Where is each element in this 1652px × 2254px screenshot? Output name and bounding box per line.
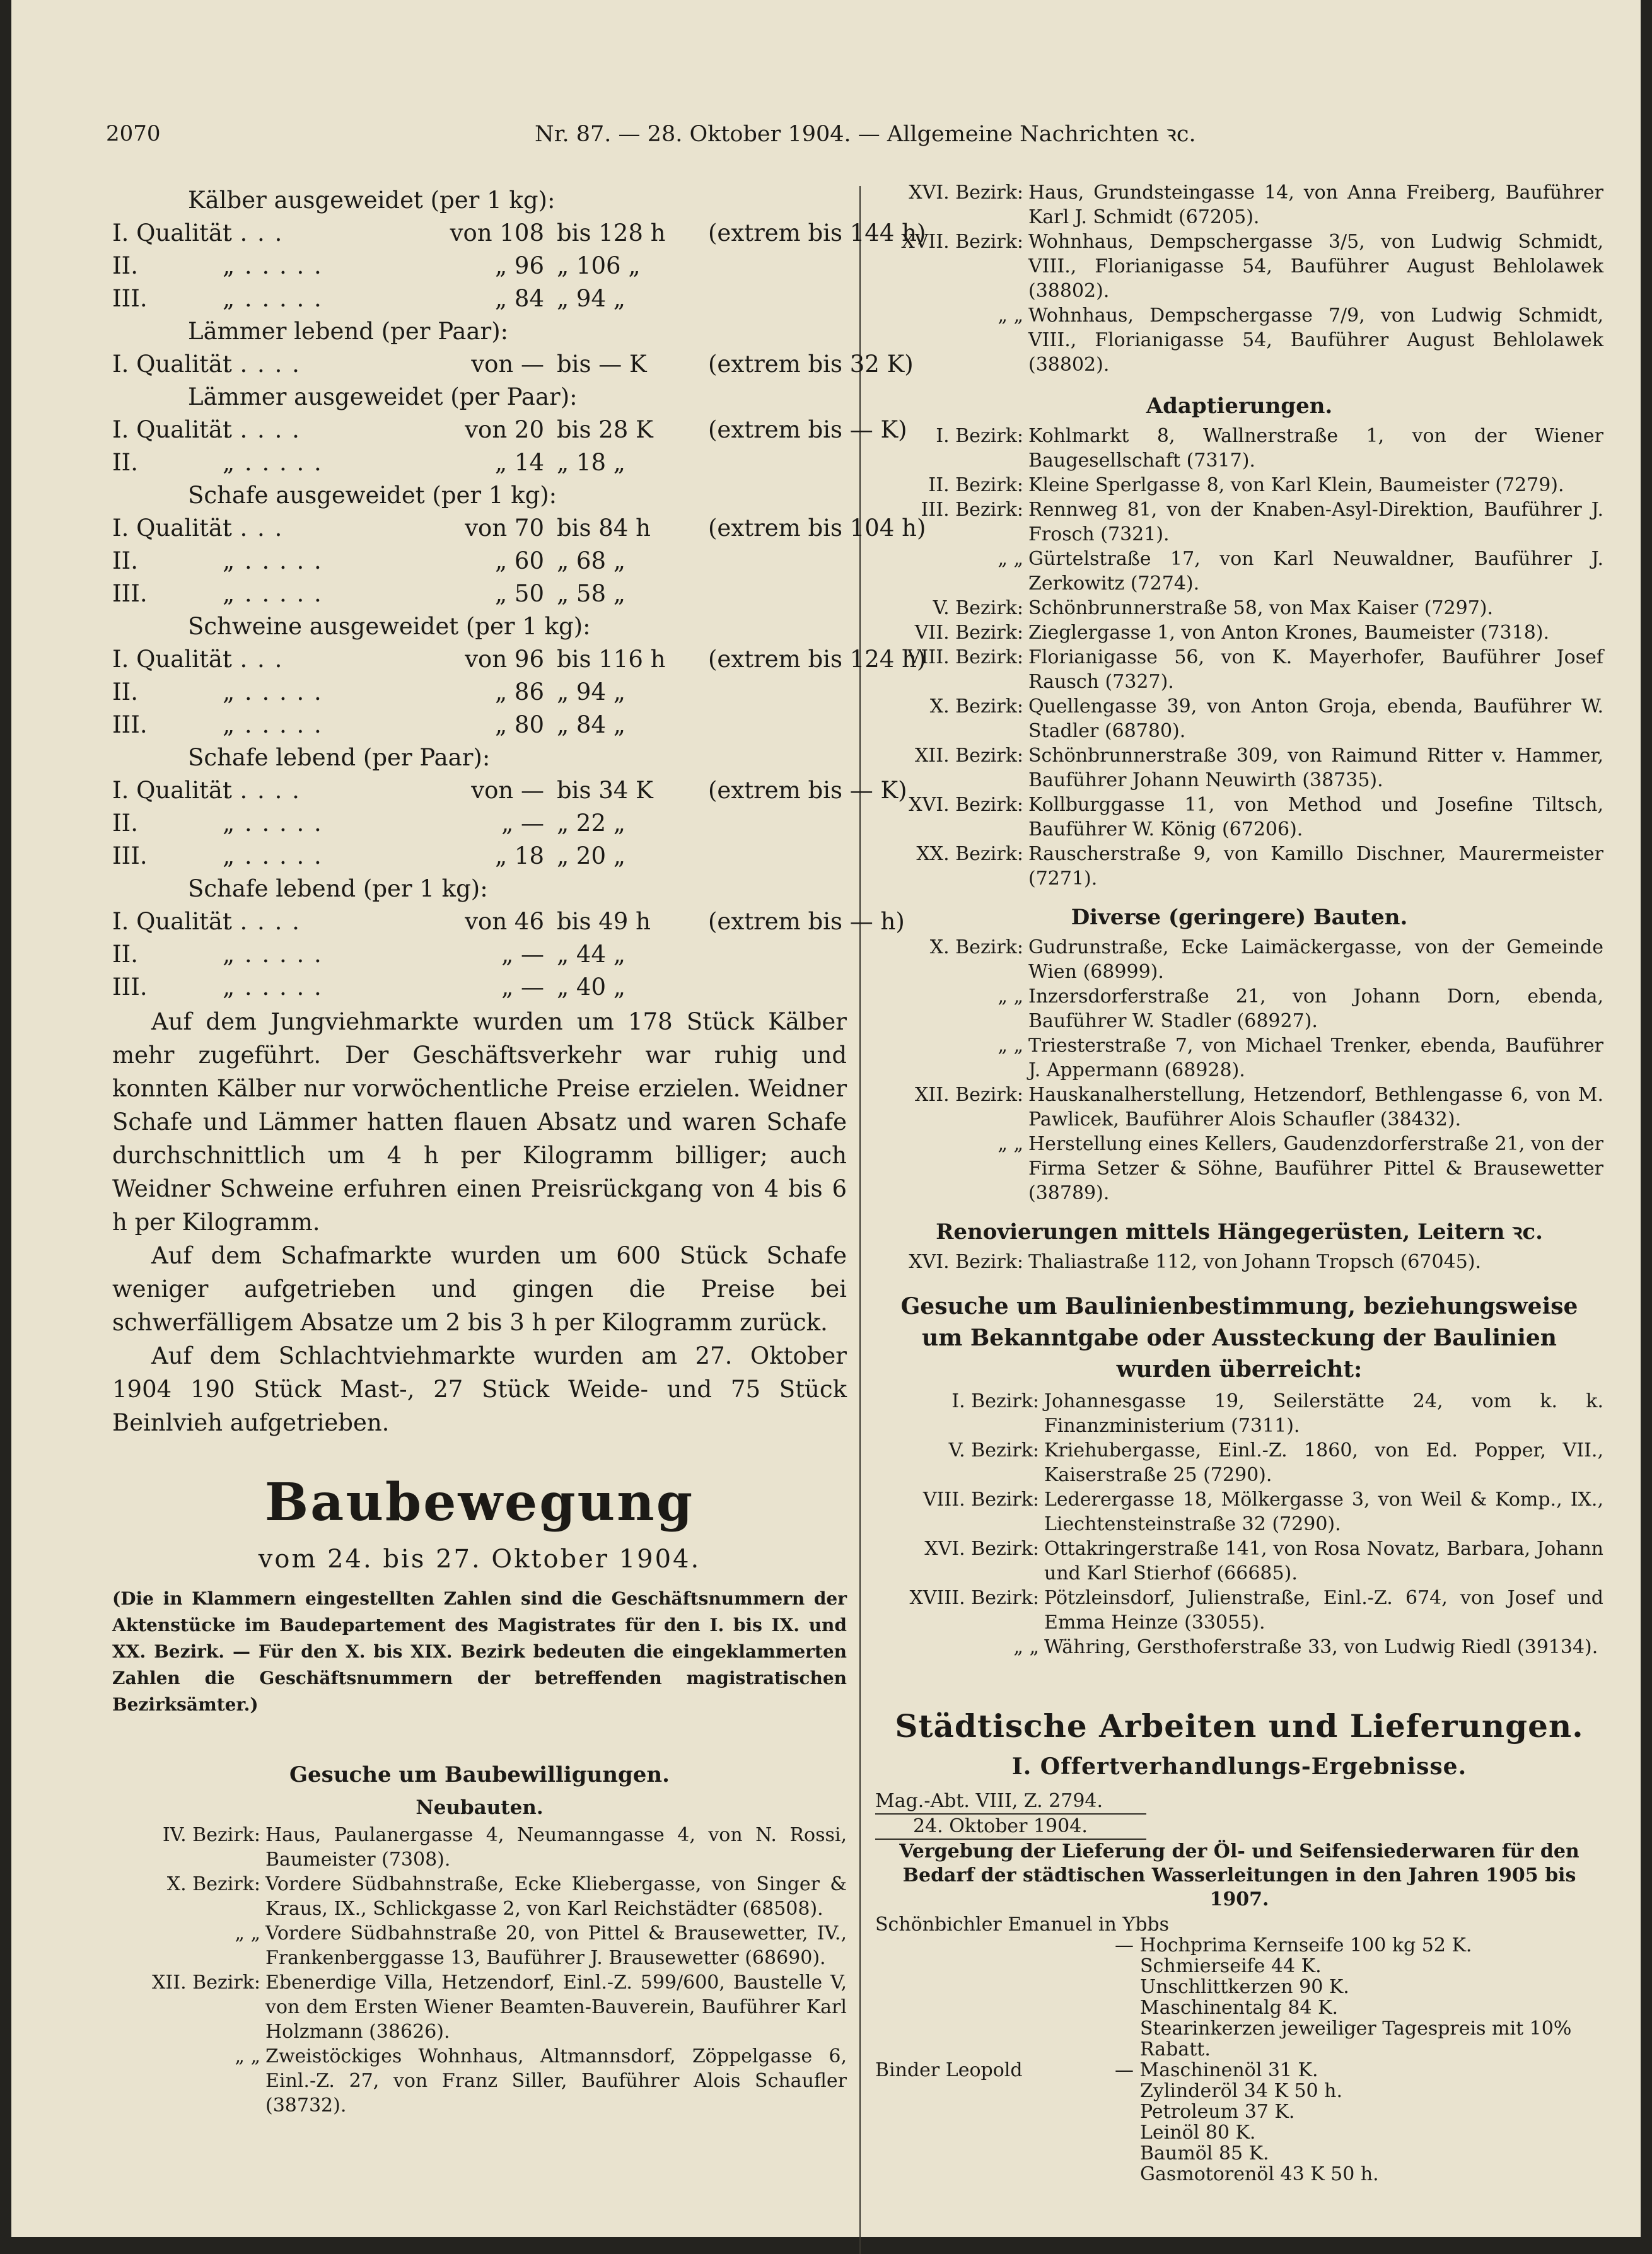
price-from: von 96 xyxy=(465,646,544,673)
price-dots: „ . . . . . xyxy=(223,941,323,968)
price-to: bis 49 h xyxy=(557,908,651,935)
dealer-name xyxy=(875,2018,1115,2060)
bau-entry xyxy=(112,2044,847,2118)
price-to: „ 22 „ xyxy=(557,810,625,837)
dealer-name xyxy=(875,2143,1115,2164)
bau-entry xyxy=(875,935,1603,984)
price-dots: „ . . . . . xyxy=(223,973,323,1001)
district-label: „ „ xyxy=(1013,1636,1039,1658)
price-to: „ 84 „ xyxy=(557,711,625,738)
district-label: „ „ xyxy=(998,1035,1023,1057)
lieferung-row xyxy=(875,2101,1603,2122)
district-label: „ „ xyxy=(998,548,1023,570)
bau-entry xyxy=(875,497,1603,547)
bau-entry xyxy=(875,1132,1603,1205)
entry-text: Schönbrunnerstraße 309, von Raimund Ritter v. Hammer, Bauführer Johann Neuwirth (38735). xyxy=(1028,745,1603,791)
dealer-name xyxy=(875,2101,1115,2122)
entry-text: Quellengasse 39, von Anton Groja, ebenda, Bauführer W. Stadler (68780). xyxy=(1028,695,1603,742)
price-from: „ 18 xyxy=(494,842,544,869)
bau-entry xyxy=(875,1438,1603,1487)
entry-text: Lederergasse 18, Mölkergasse 3, von Weil & Komp., IX., Liechtensteinstraße 32 (7290). xyxy=(1044,1489,1603,1535)
price-to: bis — K xyxy=(557,351,647,378)
price-row xyxy=(112,348,914,381)
price-from: „ — xyxy=(501,810,544,837)
lieferung-row xyxy=(875,1956,1603,1977)
entry-text: Haus, Paulanergasse 4, Neumanngasse 4, von N. Rossi, Baumeister (7308). xyxy=(265,1824,847,1871)
price-heading: Schafe lebend (per Paar): xyxy=(188,744,491,771)
entry-text: Kohlmarkt 8, Wallnerstraße 1, von der Wiener Baugesellschaft (7317). xyxy=(1028,425,1603,472)
entry-text: Inzersdorferstraße 21, von Johann Dorn, ebenda, Bauführer W. Stadler (68927). xyxy=(1028,985,1603,1032)
bau-entry xyxy=(875,842,1603,891)
baulinien-title: Gesuche um Baulinienbestimmung, beziehungsweise um Bekanntgabe oder Aussteckung der Baulinien wurden überreicht: xyxy=(900,1293,1578,1383)
entry-text: Wohnhaus, Dempschergasse 3/5, von Ludwig Schmidt, VIII., Florianigasse 54, Bauführer August Behlolawek (38802). xyxy=(1028,231,1603,302)
bau-entry xyxy=(875,303,1603,377)
bau-entry xyxy=(875,645,1603,694)
price-heading: Lämmer ausgeweidet (per Paar): xyxy=(188,383,578,410)
lieferung-item: — Hochprima Kernseife 100 kg 52 K. xyxy=(1115,1934,1472,1956)
neubauten-title: Neubauten. xyxy=(416,1796,544,1819)
bau-entry xyxy=(875,793,1603,842)
quality-label: II. xyxy=(112,449,138,476)
dealer-name xyxy=(875,1997,1115,2018)
entry-text: Ebenerdige Villa, Hetzendorf, Einl.-Z. 599/600, Baustelle V, von dem Ersten Wiener Beamten-Bauverein, Bauführer Karl Holzmann (38626). xyxy=(265,1972,847,2043)
bau-entry xyxy=(875,743,1603,793)
baubewegung-dates: vom 24. bis 27. Oktober 1904. xyxy=(258,1545,701,1574)
quality-label: III. xyxy=(112,973,148,1001)
bau-entry xyxy=(875,1033,1603,1083)
renovierungen-list xyxy=(875,1250,1603,1274)
bauten-continued xyxy=(875,180,1603,377)
district-label: II. Bezirk: xyxy=(928,474,1023,496)
price-extreme: (extrem bis 32 K) xyxy=(708,351,914,378)
price-dots: „ . . . . . xyxy=(223,285,323,312)
lieferung-row xyxy=(875,2143,1603,2164)
dealer-name xyxy=(875,2081,1115,2101)
price-row xyxy=(112,840,847,873)
report-paragraph: Auf dem Jungviehmarkte wurden um 178 Stück Kälber mehr zugeführt. Der Geschäftsverkehr war ruhig und konnten Kälber nur vorwöchentliche Preise erzielen. Weidner Schafe und Lämmer hatten flauen Absatz und waren Schafe durchschnittlich um 4 h per Kilogramm billiger; auch Weidner Schweine erfuhren einen Preisrückgang von 4 bis 6 h per Kilogramm. xyxy=(112,1008,847,1236)
entry-text: Zieglergasse 1, von Anton Krones, Baumeister (7318). xyxy=(1028,622,1550,644)
lieferung-item: Unschlittkerzen 90 K. xyxy=(1140,1976,1349,1998)
price-heading: Kälber ausgeweidet (per 1 kg): xyxy=(188,187,556,214)
column-divider xyxy=(859,186,861,2254)
gesuche-title: Gesuche um Baubewilligungen. xyxy=(289,1762,670,1787)
market-report xyxy=(112,1005,847,1439)
lieferung-row xyxy=(875,2122,1603,2143)
vergebung-text: Vergebung der Lieferung der Öl- und Seifensiederwaren für den Bedarf der städtischen Wasserleitungen in den Jahren 1905 bis 1907. xyxy=(899,1840,1579,1910)
right-column xyxy=(875,180,1603,2185)
price-to: „ 68 „ xyxy=(557,547,625,574)
price-extreme: (extrem bis — h) xyxy=(708,908,905,935)
quality-label: I. Qualität xyxy=(112,351,232,378)
price-extreme: (extrem bis — K) xyxy=(708,777,907,804)
price-row xyxy=(112,971,847,1004)
bau-entry xyxy=(875,1586,1603,1635)
price-from: von 20 xyxy=(465,416,544,443)
bau-entry xyxy=(875,1389,1603,1438)
renovierungen-title: Renovierungen mittels Hängegerüsten, Leitern ꝛc. xyxy=(936,1219,1543,1245)
diverse-list xyxy=(875,935,1603,1205)
district-label: XVI. Bezirk: xyxy=(909,1251,1023,1273)
quality-label: II. xyxy=(112,678,138,706)
bau-entry xyxy=(875,620,1603,645)
bau-entry xyxy=(875,1083,1603,1132)
price-from: von 46 xyxy=(465,908,544,935)
lieferung-row xyxy=(875,1997,1603,2018)
entry-text: Triesterstraße 7, von Michael Trenker, ebenda, Bauführer J. Appermann (68928). xyxy=(1028,1035,1603,1081)
price-dots: „ . . . . . xyxy=(223,711,323,738)
lieferung-row xyxy=(875,2164,1603,2185)
price-extreme: (extrem bis 104 h) xyxy=(708,514,926,542)
district-label: VII. Bezirk: xyxy=(914,622,1023,644)
district-label: XVI. Bezirk: xyxy=(924,1538,1039,1560)
quality-label: III. xyxy=(112,711,148,738)
lieferung-item: Gasmotorenöl 43 K 50 h. xyxy=(1140,2163,1379,2185)
issue-header: Nr. 87. — 28. Oktober 1904. — Allgemeine Nachrichten ꝛc. xyxy=(535,122,1196,147)
price-dots: „ . . . . . xyxy=(223,547,323,574)
district-label: I. Bezirk: xyxy=(936,425,1023,447)
bau-entry xyxy=(112,1872,847,1921)
price-to: „ 106 „ xyxy=(557,252,641,279)
bau-entry xyxy=(875,1537,1603,1586)
district-label: VIII. Bezirk: xyxy=(922,1489,1039,1511)
price-to: „ 40 „ xyxy=(557,973,625,1001)
entry-text: Vordere Südbahnstraße, Ecke Kliebergasse, von Singer & Kraus, IX., Schlickgasse 2, von Karl Reichstädter (68508). xyxy=(265,1873,847,1920)
report-paragraph: Auf dem Schlachtviehmarkte wurden am 27. Oktober 1904 190 Stück Mast-, 27 Stück Weide- und 75 Stück Beinlvieh aufgetrieben. xyxy=(112,1342,847,1436)
price-dots: „ . . . . . xyxy=(223,810,323,837)
price-row xyxy=(112,512,926,545)
price-to: bis 128 h xyxy=(557,219,666,247)
bau-entry xyxy=(875,596,1603,620)
price-dots: „ . . . . . xyxy=(223,678,323,706)
lieferung-item: Maschinentalg 84 K. xyxy=(1140,1997,1339,2019)
offertverhandlung-title: I. Offertverhandlungs-Ergebnisse. xyxy=(1011,1753,1467,1780)
bau-entry xyxy=(875,1250,1603,1274)
quality-label: I. Qualität xyxy=(112,646,232,673)
district-label: VIII. Bezirk: xyxy=(907,646,1023,668)
price-from: „ — xyxy=(501,973,544,1001)
price-from: von — xyxy=(471,351,544,378)
district-label: „ „ xyxy=(998,305,1023,327)
entry-text: Pötzleinsdorf, Julienstraße, Einl.-Z. 674, von Josef und Emma Heinze (33055). xyxy=(1044,1587,1603,1634)
bau-entry xyxy=(875,1487,1603,1537)
price-row xyxy=(112,905,905,938)
district-label: X. Bezirk: xyxy=(929,936,1023,958)
district-label: V. Bezirk: xyxy=(948,1439,1039,1461)
page-number: 2070 xyxy=(106,121,161,146)
price-row xyxy=(112,578,847,610)
district-label: X. Bezirk: xyxy=(929,695,1023,717)
district-label: „ „ xyxy=(998,1133,1023,1155)
price-heading: Schafe ausgeweidet (per 1 kg): xyxy=(188,482,557,509)
dealer-name: Binder Leopold xyxy=(875,2059,1023,2081)
lieferung-item: Zylinderöl 34 K 50 h. xyxy=(1140,2080,1343,2102)
entry-text: Schönbrunnerstraße 58, von Max Kaiser (7297). xyxy=(1028,597,1494,619)
neubauten-list xyxy=(112,1823,847,2118)
quality-label: II. xyxy=(112,941,138,968)
district-label: „ „ xyxy=(235,2045,260,2067)
district-label: V. Bezirk: xyxy=(933,597,1023,619)
entry-text: Rennweg 81, von der Knaben-Asyl-Direktion, Bauführer J. Frosch (7321). xyxy=(1028,499,1603,545)
price-row xyxy=(112,217,926,250)
district-label: XII. Bezirk: xyxy=(915,745,1023,767)
district-label: XX. Bezirk: xyxy=(916,843,1023,865)
district-label: XII. Bezirk: xyxy=(915,1084,1023,1106)
entry-text: Hauskanalherstellung, Hetzendorf, Bethlengasse 6, von M. Pawlicek, Bauführer Alois Schaufler (38432). xyxy=(1028,1084,1603,1130)
entry-text: Ottakringerstraße 141, von Rosa Novatz, Barbara, Johann und Karl Stierhof (66685). xyxy=(1044,1538,1603,1584)
diverse-title: Diverse (geringere) Bauten. xyxy=(1071,905,1408,930)
baulinien-list xyxy=(875,1389,1603,1659)
bau-entry xyxy=(875,984,1603,1033)
bau-entry xyxy=(875,473,1603,497)
quality-label: I. Qualität xyxy=(112,908,232,935)
lieferung-item: Petroleum 37 K. xyxy=(1140,2101,1295,2123)
district-label: III. Bezirk: xyxy=(921,499,1023,521)
price-dots: „ . . . . . xyxy=(223,449,323,476)
dealer-name xyxy=(875,2164,1115,2185)
quality-label: II. xyxy=(112,810,138,837)
price-heading: Schweine ausgeweidet (per 1 kg): xyxy=(188,613,591,640)
price-heading: Schafe lebend (per 1 kg): xyxy=(188,875,488,902)
bau-entry xyxy=(112,1823,847,1872)
bau-entry xyxy=(875,424,1603,473)
price-row xyxy=(112,282,847,315)
adaptierungen-title: Adaptierungen. xyxy=(1146,393,1333,419)
lieferung-item: Stearinkerzen jeweiliger Tagespreis mit 10% Rabatt. xyxy=(1140,2018,1572,2060)
price-from: „ 96 xyxy=(494,252,544,279)
newspaper-page xyxy=(11,0,1641,2237)
price-extreme: (extrem bis 144 h) xyxy=(708,219,926,247)
price-dots: . . . . xyxy=(223,219,284,247)
price-row xyxy=(112,545,847,578)
price-from: „ 80 xyxy=(494,711,544,738)
price-from: „ — xyxy=(501,941,544,968)
price-dots: „ . . . . . xyxy=(223,580,323,607)
bau-entry xyxy=(875,180,1603,229)
price-to: bis 84 h xyxy=(557,514,651,542)
price-to: bis 28 K xyxy=(557,416,653,443)
bau-entry xyxy=(875,229,1603,303)
market-prices xyxy=(112,184,926,1004)
entry-text: Kriehubergasse, Einl.-Z. 1860, von Ed. Popper, VII., Kaiserstraße 25 (7290). xyxy=(1044,1439,1603,1486)
price-from: „ 50 xyxy=(494,580,544,607)
entry-text: Gürtelstraße 17, von Karl Neuwaldner, Bauführer J. Zerkowitz (7274). xyxy=(1028,548,1603,595)
entry-text: Währing, Gersthoferstraße 33, von Ludwig Riedl (39134). xyxy=(1044,1636,1598,1658)
price-dots: „ . . . . . xyxy=(223,842,323,869)
price-heading: Lämmer lebend (per Paar): xyxy=(188,318,509,345)
lieferung-item: — Maschinenöl 31 K. xyxy=(1115,2059,1318,2081)
quality-label: III. xyxy=(112,842,148,869)
district-label: XVI. Bezirk: xyxy=(909,794,1023,816)
price-to: „ 94 „ xyxy=(557,678,625,706)
entry-text: Thaliastraße 112, von Johann Tropsch (67045). xyxy=(1028,1251,1482,1273)
dealer-name: Schönbichler Emanuel in Ybbs xyxy=(875,1914,1170,1936)
entry-text: Kleine Sperlgasse 8, von Karl Klein, Baumeister (7279). xyxy=(1028,474,1564,496)
dealer-name xyxy=(875,1977,1115,1997)
price-dots: . . . . xyxy=(223,514,284,542)
price-extreme: (extrem bis 124 h) xyxy=(708,646,926,673)
price-row xyxy=(112,774,907,807)
dealer-name xyxy=(875,2122,1115,2143)
price-from: von — xyxy=(471,777,544,804)
price-dots: . . . . . xyxy=(223,908,301,935)
price-dots: „ . . . . . xyxy=(223,252,323,279)
price-dots: . . . . . xyxy=(223,416,301,443)
dealer-name xyxy=(875,1956,1115,1977)
entry-text: Gudrunstraße, Ecke Laimäckergasse, von der Gemeinde Wien (68999). xyxy=(1028,936,1603,983)
entry-text: Zweistöckiges Wohnhaus, Altmannsdorf, Zöppelgasse 6, Einl.-Z. 27, von Franz Siller, Bauführer Alois Schaufler (38732). xyxy=(265,2045,847,2117)
district-label: „ „ xyxy=(235,1922,260,1944)
district-label: XVIII. Bezirk: xyxy=(909,1587,1039,1609)
report-paragraph: Auf dem Schafmarkte wurden um 600 Stück Schafe weniger aufgetrieben und gingen die Preise bei schwerfälligem Absatze um 2 bis 3 h per Kilogramm zurück. xyxy=(112,1242,847,1336)
lieferung-item: Leinöl 80 K. xyxy=(1140,2122,1256,2144)
price-from: „ 86 xyxy=(494,678,544,706)
staedtische-arbeiten-title: Städtische Arbeiten und Lieferungen. xyxy=(895,1707,1584,1745)
entry-text: Wohnhaus, Dempschergasse 7/9, von Ludwig Schmidt, VIII., Florianigasse 54, Bauführer August Behlolawek (38802). xyxy=(1028,305,1603,376)
lieferung-row xyxy=(875,1935,1603,1956)
quality-label: I. Qualität xyxy=(112,777,232,804)
entry-text: Johannesgasse 19, Seilerstätte 24, vom k. k. Finanzministerium (7311). xyxy=(1044,1390,1603,1437)
bau-entry xyxy=(112,1970,847,2044)
mag-abt-label: Mag.-Abt. VIII, Z. 2794. xyxy=(875,1790,1103,1812)
price-from: von 108 xyxy=(450,219,544,247)
entry-text: Herstellung eines Kellers, Gaudenzdorferstraße 21, von der Firma Setzer & Söhne, Bauführer Pittel & Brausewetter (38789). xyxy=(1028,1133,1603,1204)
price-to: „ 18 „ xyxy=(557,449,625,476)
lieferung-item: Baumöl 85 K. xyxy=(1140,2142,1269,2164)
entry-text: Rauscherstraße 9, von Kamillo Dischner, Maurermeister (7271). xyxy=(1028,843,1603,890)
lieferung-row xyxy=(875,1977,1603,1997)
bau-entry xyxy=(875,547,1603,596)
adaptierungen-list xyxy=(875,424,1603,891)
quality-label: I. Qualität xyxy=(112,219,232,247)
price-to: „ 20 „ xyxy=(557,842,625,869)
price-to: „ 44 „ xyxy=(557,941,625,968)
price-row xyxy=(112,643,926,676)
price-to: „ 94 „ xyxy=(557,285,625,312)
entry-text: Florianigasse 56, von K. Mayerhofer, Bauführer Josef Rausch (7327). xyxy=(1028,646,1603,693)
district-label: XII. Bezirk: xyxy=(152,1972,260,1994)
price-row xyxy=(112,414,907,446)
mag-abt-date: 24. Oktober 1904. xyxy=(913,1815,1088,1837)
lieferung-row xyxy=(875,1914,1603,1935)
entry-text: Vordere Südbahnstraße 20, von Pittel & Brausewetter, IV., Frankenberggasse 13, Bauführer J. Brausewetter (68690). xyxy=(265,1922,847,1969)
district-label: X. Bezirk: xyxy=(166,1873,260,1895)
baubewegung-title: Baubewegung xyxy=(264,1472,695,1533)
price-row xyxy=(112,938,847,971)
bau-entry xyxy=(875,694,1603,743)
quality-label: II. xyxy=(112,252,138,279)
quality-label: I. Qualität xyxy=(112,514,232,542)
bau-entry xyxy=(112,1921,847,1970)
price-row xyxy=(112,676,847,709)
price-extreme: (extrem bis — K) xyxy=(708,416,907,443)
district-label: IV. Bezirk: xyxy=(162,1824,260,1846)
price-from: „ 14 xyxy=(494,449,544,476)
price-from: von 70 xyxy=(465,514,544,542)
price-to: bis 116 h xyxy=(557,646,666,673)
bau-entry xyxy=(875,1635,1603,1659)
price-dots: . . . . . xyxy=(223,351,301,378)
dealer-name xyxy=(875,1935,1115,1956)
quality-label: III. xyxy=(112,285,148,312)
quality-label: III. xyxy=(112,580,148,607)
price-to: „ 58 „ xyxy=(557,580,625,607)
entry-text: Haus, Grundsteingasse 14, von Anna Freiberg, Bauführer Karl J. Schmidt (67205). xyxy=(1028,182,1603,228)
district-label: XVI. Bezirk: xyxy=(909,182,1023,204)
lieferung-row xyxy=(875,2060,1603,2081)
quality-label: I. Qualität xyxy=(112,416,232,443)
price-from: „ 84 xyxy=(494,285,544,312)
price-dots: . . . . . xyxy=(223,777,301,804)
district-label: XVII. Bezirk: xyxy=(901,231,1023,253)
baubewegung-note: (Die in Klammern eingestellten Zahlen sind die Geschäftsnummern der Aktenstücke im Baudepartement des Magistrates für den I. bis IX. und XX. Bezirk. — Für den X. bis XIX. Bezirk bedeuten die eingeklammerten Zahlen die Geschäftsnummern der betreffenden magistratischen Bezirksämter.) xyxy=(112,1588,847,1715)
lieferung-row xyxy=(875,2081,1603,2101)
price-row xyxy=(112,446,847,479)
price-to: bis 34 K xyxy=(557,777,653,804)
entry-text: Kollburggasse 11, von Method und Josefine Tiltsch, Bauführer W. König (67206). xyxy=(1028,794,1603,840)
price-row xyxy=(112,807,847,840)
district-label: I. Bezirk: xyxy=(951,1390,1039,1412)
lieferungen-list xyxy=(875,1914,1603,2185)
price-row xyxy=(112,250,847,282)
lieferung-item: Schmierseife 44 K. xyxy=(1140,1955,1322,1977)
left-column xyxy=(112,184,926,2118)
quality-label: II. xyxy=(112,547,138,574)
price-row xyxy=(112,709,847,741)
district-label: „ „ xyxy=(998,985,1023,1008)
lieferung-row xyxy=(875,2018,1603,2060)
price-from: „ 60 xyxy=(494,547,544,574)
price-dots: . . . . xyxy=(223,646,284,673)
